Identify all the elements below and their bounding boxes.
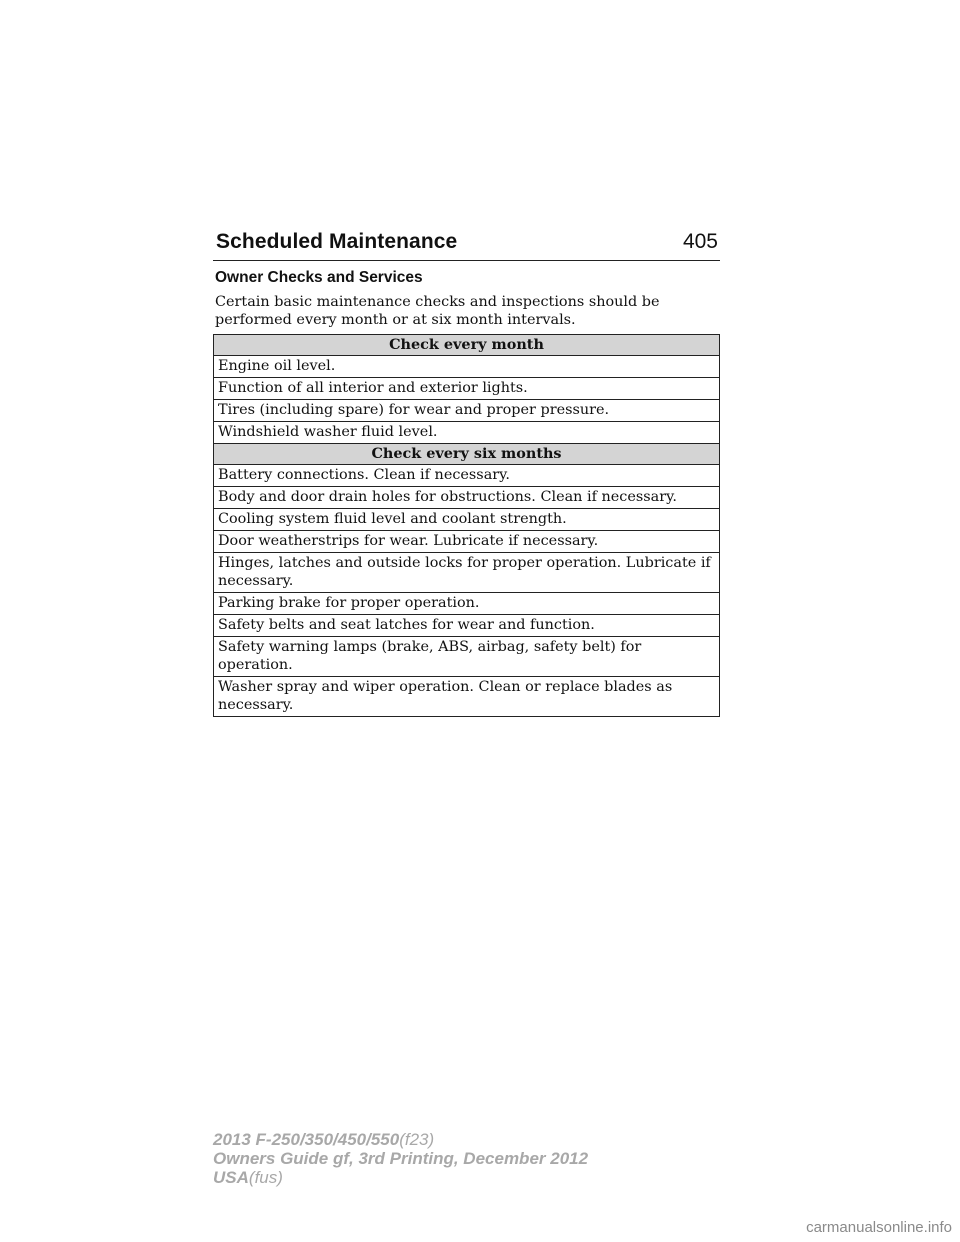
watermark: carmanualsonline.info bbox=[806, 1219, 952, 1236]
table-row bbox=[214, 378, 720, 400]
page-number: 405 bbox=[682, 230, 718, 253]
table-cell: Tires (including spare) for wear and proper pressure. bbox=[214, 400, 720, 422]
table-row bbox=[214, 400, 720, 422]
table-row bbox=[214, 637, 720, 677]
footer-market-line bbox=[213, 1168, 588, 1187]
table-cell: Body and door drain holes for obstructions. Clean if necessary. bbox=[214, 487, 720, 509]
page-footer bbox=[213, 1130, 588, 1187]
footer-market: USA bbox=[213, 1168, 249, 1187]
table-row bbox=[214, 615, 720, 637]
intro-paragraph: Certain basic maintenance checks and inspections should be performed every month or at six month intervals. bbox=[215, 294, 660, 328]
table-cell: Cooling system fluid level and coolant strength. bbox=[214, 509, 720, 531]
table-cell: Safety belts and seat latches for wear and function. bbox=[214, 615, 720, 637]
monthly-table-header: Check every month bbox=[214, 335, 720, 356]
table-row bbox=[214, 531, 720, 553]
table-cell: Windshield washer fluid level. bbox=[214, 422, 720, 444]
table-row bbox=[214, 465, 720, 487]
footer-guide: Owners Guide gf, 3rd Printing, December 2012 bbox=[213, 1149, 589, 1168]
table-cell: Engine oil level. bbox=[214, 356, 720, 378]
chapter-title: Scheduled Maintenance bbox=[216, 230, 458, 253]
footer-model-line bbox=[213, 1130, 588, 1149]
six-month-checks-table bbox=[213, 443, 720, 717]
footer-model-code: (f23) bbox=[399, 1130, 435, 1149]
page-header bbox=[213, 228, 720, 261]
footer-market-code: (fus) bbox=[248, 1168, 283, 1187]
monthly-checks-table bbox=[213, 334, 720, 444]
six-month-table-header: Check every six months bbox=[214, 444, 720, 465]
table-row bbox=[214, 509, 720, 531]
table-row bbox=[214, 487, 720, 509]
table-row bbox=[214, 422, 720, 444]
table-cell: Hinges, latches and outside locks for proper operation. Lubricate if necessary. bbox=[214, 553, 720, 593]
table-cell: Washer spray and wiper operation. Clean or replace blades as necessary. bbox=[214, 677, 720, 717]
table-row bbox=[214, 677, 720, 717]
table-row bbox=[214, 553, 720, 593]
section-heading: Owner Checks and Services bbox=[215, 269, 423, 286]
table-cell: Safety warning lamps (brake, ABS, airbag, safety belt) for operation. bbox=[214, 637, 720, 677]
table-row bbox=[214, 593, 720, 615]
table-cell: Parking brake for proper operation. bbox=[214, 593, 720, 615]
table-cell: Battery connections. Clean if necessary. bbox=[214, 465, 720, 487]
table-row bbox=[214, 356, 720, 378]
table-cell: Door weatherstrips for wear. Lubricate if necessary. bbox=[214, 531, 720, 553]
table-cell: Function of all interior and exterior lights. bbox=[214, 378, 720, 400]
footer-model: 2013 F-250/350/450/550 bbox=[213, 1130, 400, 1149]
